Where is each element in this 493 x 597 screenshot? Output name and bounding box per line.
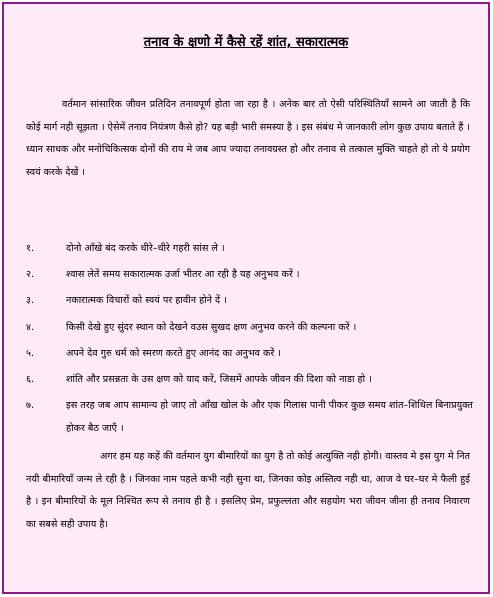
list-item-text: नकारात्मक विचारों को स्वयं पर हावीन होने दें । bbox=[66, 295, 227, 306]
list-item-number: ६. bbox=[26, 374, 35, 385]
list-item-text: श्वास लेतें समय सकारात्मक उर्जा भीतर आ रही है यह अनुभव करें । bbox=[66, 269, 300, 280]
page-title: तनाव के क्षणो में कैसे रहें शांत, सकारात्मक bbox=[143, 35, 349, 50]
document-frame bbox=[2, 2, 490, 594]
closing-paragraph: अगर हम यह कहें की वर्तमान युग बीमारियों का युग है तो कोई अत्युक्ति नही होगी। वास्तव मे इस युग मे नित नयी बीमारियाँ जन्म ले रही है । जिनका नाम पहले कभी नही सुना था, जिनका कोइ अस्तित्व नही था, आज वे घर–घर मे फैली हुई है । इन बीमारियों के मूल निश्चित रूप से तनाव ही है । इसलिए प्रेम, प्रफुल्लता और सहयोग भरा जीवन जीना ही तनाव निवारण का सबसे सही उपाय है। bbox=[26, 451, 470, 530]
intro-paragraph: वर्तमान सांसारिक जीवन प्रतिदिन तनावपूर्ण होता जा रहा है । अनेक बार तो ऐसी परिस्थितियाँ सामने आ जाती है कि कोई मार्ग नही सूझता । ऐसेमें तनाव नियंत्रण कैसे हो? यह बड़ी भारी समस्या है । इस संबंध मे जानकारी लोग कुछ उपाय बताते हैं । ध्यान साधक और मनोचिकित्सक दोनों की राय मे जब आप ज्यादा तनावग्रस्त हो और तनाव से तत्काल मुक्ति चाहते हो तो ये प्रयोग स्वयं करके देखें । bbox=[26, 99, 470, 178]
list-item-text: शांति और प्रसन्नता के उस क्षण को याद करें, जिसमें आपके जीवन की दिशा को नाडा हो । bbox=[66, 374, 372, 385]
list-item-number: १. bbox=[26, 243, 35, 254]
list-item-number: ७. bbox=[26, 400, 35, 411]
list-item-number: ५. bbox=[26, 348, 35, 359]
list-item-text: इस तरह जब आप सामान्य हो जाए तो आँख खोल के और एक गिलास पानी पीकर कुछ समय शांत–शिथिल बिनाप्रयुक्त होकर बैठ जाएँ । bbox=[66, 400, 473, 434]
list-item-text: दोनो आँखे बंद करके धीरे–धीरे गहरी सांस ले । bbox=[66, 243, 225, 254]
list-item-number: २. bbox=[26, 269, 35, 280]
list-item-text: अपने देव गुरु धर्म को स्मरण करते हुए आनंद का अनुभव करें । bbox=[66, 348, 281, 359]
list-item-number: ३. bbox=[26, 295, 35, 306]
list-item-text: किसी देखे हुए सुंदर स्थान को देखने वउस सुखद क्षण अनुभव करने की कल्पना करें । bbox=[66, 322, 357, 333]
list-item-number: ४. bbox=[26, 322, 35, 333]
